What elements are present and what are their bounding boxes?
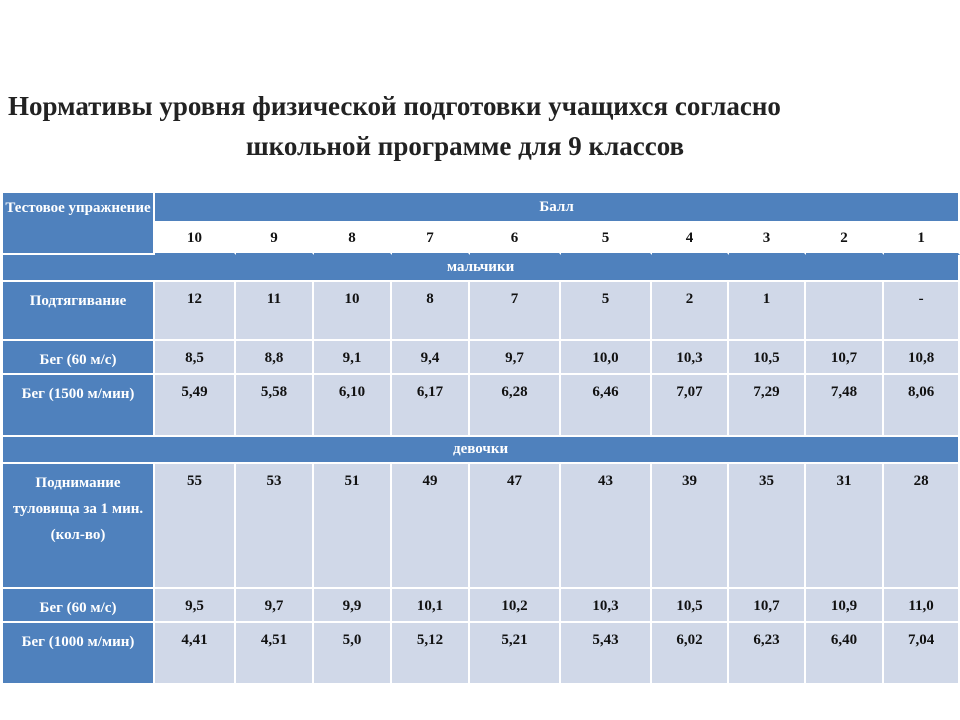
value-cell: 49 bbox=[392, 464, 470, 589]
exercise-label: Поднимание туловища за 1 мин. (кол-во) bbox=[3, 464, 155, 589]
value-cell: 7,04 bbox=[884, 623, 960, 685]
title-line-2: школьной программе для 9 классов bbox=[245, 131, 685, 161]
score-cell: 6 bbox=[470, 223, 561, 255]
page-title bbox=[0, 86, 930, 166]
value-cell: 6,40 bbox=[806, 623, 884, 685]
value-cell: 5,0 bbox=[314, 623, 392, 685]
score-cell: 10 bbox=[155, 223, 236, 255]
value-cell: 6,28 bbox=[470, 375, 561, 437]
score-cell: 8 bbox=[314, 223, 392, 255]
score-cell: 5 bbox=[561, 223, 652, 255]
value-cell: 35 bbox=[729, 464, 806, 589]
section-header: девочки bbox=[3, 437, 960, 464]
value-cell: 39 bbox=[652, 464, 729, 589]
value-cell: 47 bbox=[470, 464, 561, 589]
exercise-label: Бег (1500 м/мин) bbox=[3, 375, 155, 437]
value-cell: 9,9 bbox=[314, 589, 392, 623]
value-cell: 9,4 bbox=[392, 341, 470, 375]
value-cell: 6,23 bbox=[729, 623, 806, 685]
value-cell: 7,29 bbox=[729, 375, 806, 437]
exercise-label: Бег (1000 м/мин) bbox=[3, 623, 155, 685]
exercise-label: Бег (60 м/с) bbox=[3, 589, 155, 623]
value-cell: 5,12 bbox=[392, 623, 470, 685]
value-cell: 43 bbox=[561, 464, 652, 589]
exercise-label: Подтягивание bbox=[3, 282, 155, 341]
score-cell: 1 bbox=[884, 223, 960, 255]
value-cell: 4,51 bbox=[236, 623, 314, 685]
value-cell: 9,7 bbox=[470, 341, 561, 375]
value-cell: 10 bbox=[314, 282, 392, 341]
value-cell: 12 bbox=[155, 282, 236, 341]
value-cell: 51 bbox=[314, 464, 392, 589]
value-cell: 5,21 bbox=[470, 623, 561, 685]
value-cell: 7,07 bbox=[652, 375, 729, 437]
table-row bbox=[3, 623, 960, 685]
value-cell: 6,02 bbox=[652, 623, 729, 685]
value-cell: 4,41 bbox=[155, 623, 236, 685]
value-cell: 10,5 bbox=[729, 341, 806, 375]
value-cell: 1 bbox=[729, 282, 806, 341]
value-cell: 6,10 bbox=[314, 375, 392, 437]
value-cell: 55 bbox=[155, 464, 236, 589]
table-row bbox=[3, 589, 960, 623]
value-cell: 10,7 bbox=[729, 589, 806, 623]
exercise-label: Бег (60 м/с) bbox=[3, 341, 155, 375]
value-cell: 6,46 bbox=[561, 375, 652, 437]
value-cell: 10,0 bbox=[561, 341, 652, 375]
value-cell: 7,48 bbox=[806, 375, 884, 437]
value-cell: 10,8 bbox=[884, 341, 960, 375]
value-cell: 10,5 bbox=[652, 589, 729, 623]
value-cell: 8,8 bbox=[236, 341, 314, 375]
value-cell: 10,2 bbox=[470, 589, 561, 623]
value-cell: 10,7 bbox=[806, 341, 884, 375]
value-cell: 10,3 bbox=[561, 589, 652, 623]
value-cell: 28 bbox=[884, 464, 960, 589]
value-cell: 9,5 bbox=[155, 589, 236, 623]
score-header: Балл bbox=[155, 193, 960, 223]
value-cell: 10,9 bbox=[806, 589, 884, 623]
value-cell: - bbox=[884, 282, 960, 341]
table-row bbox=[3, 282, 960, 341]
value-cell: 5,49 bbox=[155, 375, 236, 437]
value-cell: 10,3 bbox=[652, 341, 729, 375]
value-cell: 5 bbox=[561, 282, 652, 341]
value-cell: 7 bbox=[470, 282, 561, 341]
value-cell: 2 bbox=[652, 282, 729, 341]
standards-table bbox=[3, 193, 960, 685]
value-cell: 11,0 bbox=[884, 589, 960, 623]
value-cell: 6,17 bbox=[392, 375, 470, 437]
score-cell: 4 bbox=[652, 223, 729, 255]
value-cell: 8,5 bbox=[155, 341, 236, 375]
value-cell: 9,1 bbox=[314, 341, 392, 375]
value-cell: 8,06 bbox=[884, 375, 960, 437]
title-line-1: Нормативы уровня физической подготовки учащихся согласно bbox=[8, 91, 781, 121]
value-cell: 53 bbox=[236, 464, 314, 589]
table-row bbox=[3, 464, 960, 589]
value-cell: 5,58 bbox=[236, 375, 314, 437]
table-row bbox=[3, 375, 960, 437]
value-cell bbox=[806, 282, 884, 341]
score-cell: 2 bbox=[806, 223, 884, 255]
test-exercise-header: Тестовое упражнение bbox=[3, 193, 155, 255]
value-cell: 5,43 bbox=[561, 623, 652, 685]
score-cell: 3 bbox=[729, 223, 806, 255]
value-cell: 11 bbox=[236, 282, 314, 341]
value-cell: 9,7 bbox=[236, 589, 314, 623]
value-cell: 10,1 bbox=[392, 589, 470, 623]
value-cell: 8 bbox=[392, 282, 470, 341]
score-cell: 7 bbox=[392, 223, 470, 255]
score-cell: 9 bbox=[236, 223, 314, 255]
section-header: мальчики bbox=[3, 255, 960, 282]
table-row bbox=[3, 341, 960, 375]
value-cell: 31 bbox=[806, 464, 884, 589]
